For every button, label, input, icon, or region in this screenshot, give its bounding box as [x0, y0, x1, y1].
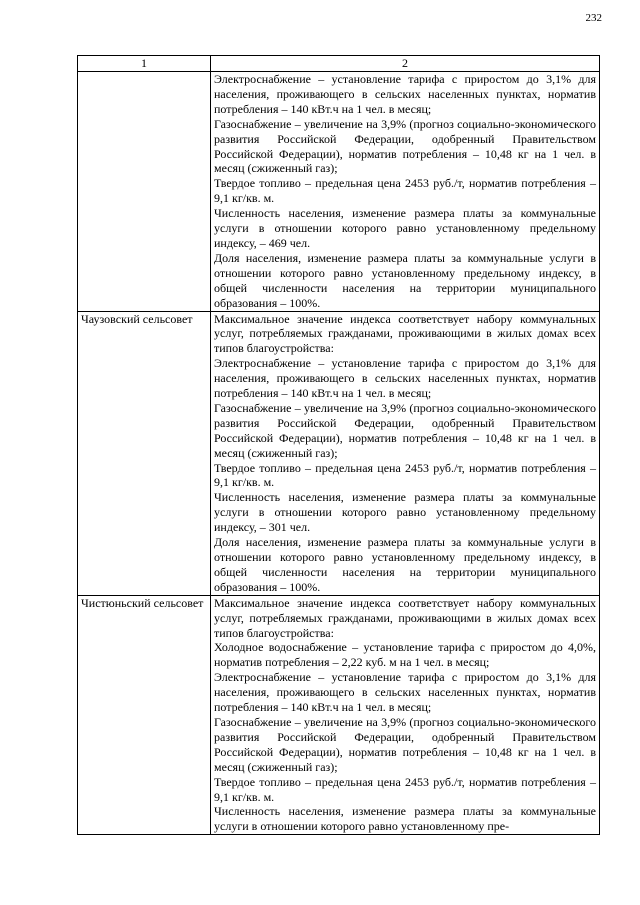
- document-table: [77, 55, 600, 835]
- paragraph: Твердое топливо – предельная цена 2453 руб./т, норматив потребления – 9,1 кг/кв. м.: [214, 460, 596, 490]
- paragraph: Электроснабжение – установление тарифа с приростом до 3,1% для населения, проживающего в сельских населенных пунктах, норматив потребления – 140 кВт.ч на 1 чел. в месяц;: [214, 670, 596, 715]
- paragraph: Максимальное значение индекса соответствует набору коммунальных услуг, потребляемых гражданами, проживающими в жилых домах всех типов благоустройства:: [214, 311, 596, 356]
- page-number: 232: [585, 12, 602, 24]
- header-col-2: 2: [211, 56, 600, 72]
- paragraph: Численность населения, изменение размера платы за коммунальные услуги в отношении которого равно установленному предельному индексу, – 469 чел.: [214, 206, 596, 250]
- paragraph: Численность населения, изменение размера платы за коммунальные услуги в отношении которого равно установленному предельному индексу, – 301 чел.: [214, 490, 596, 535]
- paragraph: Электроснабжение – установление тарифа с приростом до 3,1% для населения, проживающего в сельских населенных пунктах, норматив потребления – 140 кВт.ч на 1 чел. в месяц;: [214, 72, 596, 116]
- row-3-name: Чистюньский сельсовет: [78, 595, 211, 835]
- row-1-name: [78, 72, 211, 312]
- paragraph: Газоснабжение – увеличение на 3,9% (прогноз социально-экономического развития Российской Федерации, одобренный Правительством Российской Федерации), норматив потребления – 10,48 кг на 1 чел. в месяц (сжиженный газ);: [214, 714, 596, 774]
- row-2-content: [211, 311, 600, 595]
- paragraph: Доля населения, изменение размера платы за коммунальные услуги в отношении которого равно установленному предельному индексу, в общей численности населения на территории муниципального образования – 100%.: [214, 535, 596, 594]
- paragraph: Холодное водоснабжение – установление тарифа с приростом до 4,0%, норматив потребления – 2,22 куб. м на 1 чел. в месяц;: [214, 640, 596, 670]
- paragraph: Твердое топливо – предельная цена 2453 руб./т, норматив потребления – 9,1 кг/кв. м.: [214, 774, 596, 804]
- paragraph: Газоснабжение – увеличение на 3,9% (прогноз социально-экономического развития Российской Федерации, одобренный Правительством Российской Федерации), норматив потребления – 10,48 кг на 1 чел. в месяц (сжиженный газ);: [214, 400, 596, 460]
- paragraph: Газоснабжение – увеличение на 3,9% (прогноз социально-экономического развития Российской Федерации, одобренный Правительством Российской Федерации), норматив потребления – 10,48 кг на 1 чел. в месяц (сжиженный газ);: [214, 116, 596, 176]
- paragraph: Электроснабжение – установление тарифа с приростом до 3,1% для населения, проживающего в сельских населенных пунктах, норматив потребления – 140 кВт.ч на 1 чел. в месяц;: [214, 356, 596, 401]
- table-row: [78, 72, 600, 312]
- header-col-1: 1: [78, 56, 211, 72]
- row-3-content: [211, 595, 600, 835]
- table-row: [78, 311, 600, 595]
- table-row: [78, 595, 600, 835]
- paragraph: Максимальное значение индекса соответствует набору коммунальных услуг, потребляемых гражданами, проживающими в жилых домах всех типов благоустройства:: [214, 595, 596, 640]
- paragraph: Численность населения, изменение размера платы за коммунальные услуги в отношении которого равно установленному пре-: [214, 804, 596, 834]
- paragraph: Доля населения, изменение размера платы за коммунальные услуги в отношении которого равно установленному предельному индексу, в общей численности населения на территории муниципального образования – 100%.: [214, 250, 596, 310]
- row-2-name: Чаузовский сельсовет: [78, 311, 211, 595]
- row-1-content: [211, 72, 600, 312]
- table-header-row: [78, 56, 600, 72]
- paragraph: Твердое топливо – предельная цена 2453 руб./т, норматив потребления – 9,1 кг/кв. м.: [214, 176, 596, 206]
